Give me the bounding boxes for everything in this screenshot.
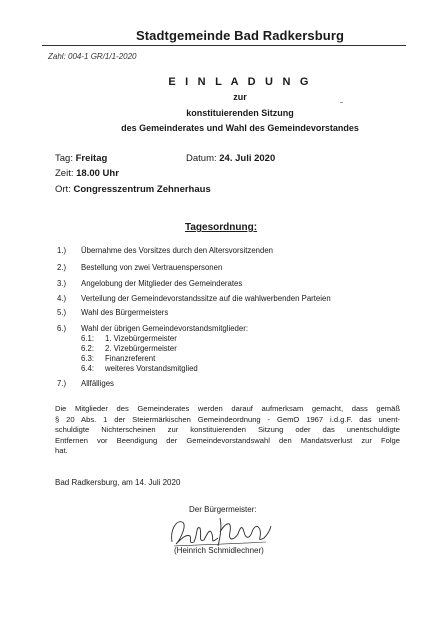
reference-number: Zahl: 004-1 GR/1/1-2020 [48,52,137,61]
agenda-item-number: 4.) [57,294,67,303]
notice-line: schuldigte Nichterscheinen zur konstituierenden Sitzung oder das unentschuldigte [55,425,400,434]
title-line-3: konstituierenden Sitzung [186,108,294,118]
agenda-item-text: Angelobung der Mitglieder des Gemeinderates [81,279,243,288]
agenda-item-text: Wahl des Bürgermeisters [81,308,169,317]
signatory-role: Der Bürgermeister: [189,505,257,514]
notice-line: § 20 Abs. 1 der Steiermärkischen Gemeindeordnung - GemO 1967 i.d.g.F. das unent- [55,414,400,424]
agenda-item-number: 5.) [57,308,67,317]
organization-title: Stadtgemeinde Bad Radkersburg [135,28,345,43]
time-value: 18.00 Uhr [76,168,119,179]
subitem-number: 6.3: [81,354,95,363]
agenda-heading: Tagesordnung: [185,222,258,233]
meeting-time [55,168,119,179]
day-label: Tag: [55,153,73,164]
agenda-item-text: Bestellung von zwei Vertrauenspersonen [81,263,223,272]
title-line-4: des Gemeinderates und Wahl des Gemeindevorstandes [121,123,359,133]
agenda-item-text: Verteilung der Gemeindevorstandssitze auf die wahlwerbenden Parteien [81,294,331,303]
day-value: Freitag [75,153,108,164]
agenda-item-number: 3.) [57,279,67,288]
subitem-text: Finanzreferent [105,354,156,363]
subitem-number: 6.1: [81,334,95,343]
subitem-number: 6.2: [81,344,95,353]
subitem-text: 1. Vizebürgermeister [105,334,177,343]
notice-line: Entfernen vor Beendigung der Gemeindevorstandswahl den Mandatsverlust zur Folge [55,435,400,445]
agenda-item-text: Übernahme des Vorsitzes durch den Altersvorsitzenden [81,246,273,255]
notice-line: Die Mitglieder des Gemeinderates werden darauf aufmerksam gemacht, dass gemäß [55,404,400,413]
agenda-item-number: 7.) [57,379,67,388]
agenda-item-text: Allfälliges [81,379,114,388]
agenda-item-text: Wahl der übrigen Gemeindevorstandsmitglieder: [81,324,248,333]
invitation-heading: E I N L A D U N G [168,76,312,88]
title-line-2: zur [233,92,247,102]
scan-speck [340,102,343,103]
header-divider [42,45,406,46]
meeting-place [55,184,211,195]
time-label: Zeit: [55,168,74,179]
agenda-item-number: 1.) [57,246,67,255]
date-label: Datum: [186,153,217,164]
notice-paragraph [55,404,400,457]
place-and-date: Bad Radkersburg, am 14. Juli 2020 [55,478,181,487]
notice-line: hat. [55,446,68,455]
agenda-item-number: 6.) [57,324,67,333]
place-label: Ort: [55,184,71,195]
subitem-number: 6.4: [81,364,95,373]
meeting-day [55,153,107,164]
meeting-date [186,153,275,164]
subitem-text: 2. Vizebürgermeister [105,344,177,353]
agenda-item-number: 2.) [57,263,67,272]
date-value: 24. Juli 2020 [219,153,276,164]
place-value: Congresszentrum Zehnerhaus [73,184,211,195]
subitem-text: weiteres Vorstandsmitglied [105,364,198,373]
signatory-name: (Heinrich Schmidlechner) [174,546,264,555]
